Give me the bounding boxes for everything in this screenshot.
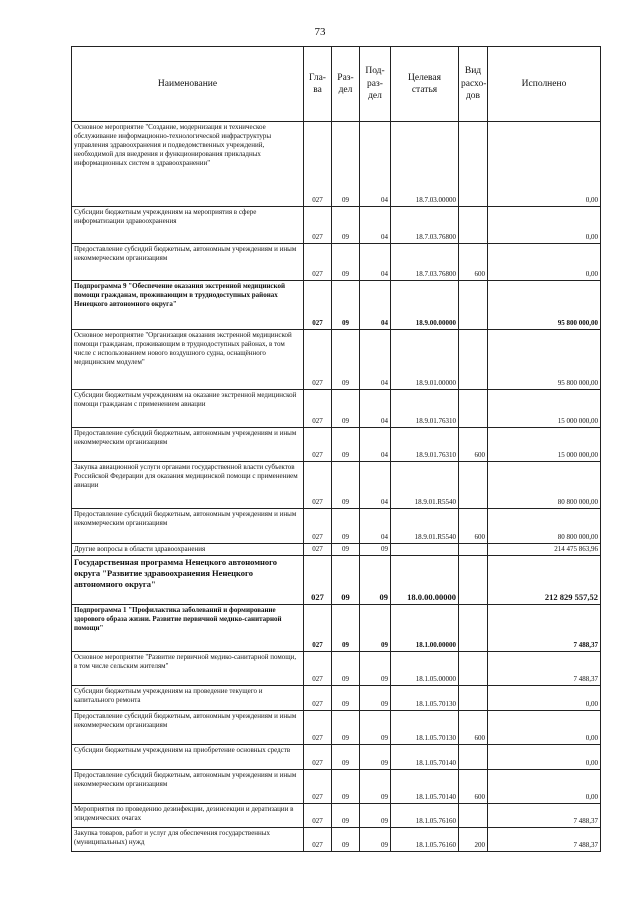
row-target: 18.7.03.00000 <box>391 122 459 207</box>
row-name: Мероприятия по проведению дезинфекции, дезинсекции и дератизации в эпидемических очагах <box>72 804 304 828</box>
row-target: 18.1.05.00000 <box>391 652 459 686</box>
row-vid: 600 <box>459 711 488 745</box>
row-podrazdel: 04 <box>360 244 391 281</box>
row-amount: 7 488,37 <box>488 828 601 852</box>
row-vid <box>459 122 488 207</box>
row-name: Субсидии бюджетным учреждениям на проведение текущего и капитального ремонта <box>72 686 304 711</box>
row-podrazdel: 04 <box>360 390 391 428</box>
row-podrazdel: 04 <box>360 281 391 330</box>
row-name: Другие вопросы в области здравоохранения <box>72 544 304 556</box>
row-name: Основное мероприятие "Организация оказания экстренной медицинской помощи гражданам, проживающим в труднодоступных районах, в том числе с использованием нового воздушного судна, оснащённого медицинским модулем" <box>72 330 304 390</box>
row-vid <box>459 390 488 428</box>
row-razdel: 09 <box>332 281 360 330</box>
row-razdel: 09 <box>332 556 360 605</box>
row-target: 18.9.01.R5540 <box>391 509 459 544</box>
page-number: 73 <box>314 26 326 38</box>
row-glava: 027 <box>304 652 332 686</box>
table-row <box>72 745 601 770</box>
header-target: Целевая статья <box>391 47 459 122</box>
row-name: Подпрограмма 9 "Обеспечение оказания экстренной медицинской помощи гражданам, проживающим в труднодоступных районах Ненецкого автономного округа" <box>72 281 304 330</box>
row-glava: 027 <box>304 770 332 804</box>
row-podrazdel: 09 <box>360 770 391 804</box>
header-razdel: Раз- дел <box>332 47 360 122</box>
row-razdel: 09 <box>332 652 360 686</box>
table-row <box>72 804 601 828</box>
row-target: 18.9.01.00000 <box>391 330 459 390</box>
row-amount: 0,00 <box>488 745 601 770</box>
row-amount: 0,00 <box>488 770 601 804</box>
table-row <box>72 428 601 462</box>
row-podrazdel: 09 <box>360 556 391 605</box>
row-target: 18.9.01.76310 <box>391 390 459 428</box>
row-amount: 0,00 <box>488 207 601 244</box>
row-podrazdel: 09 <box>360 652 391 686</box>
row-glava: 027 <box>304 390 332 428</box>
row-podrazdel: 04 <box>360 509 391 544</box>
row-amount: 80 800 000,00 <box>488 462 601 509</box>
row-podrazdel: 09 <box>360 711 391 745</box>
row-target: 18.7.03.76800 <box>391 207 459 244</box>
row-amount: 0,00 <box>488 244 601 281</box>
row-razdel: 09 <box>332 605 360 652</box>
row-razdel: 09 <box>332 207 360 244</box>
row-glava: 027 <box>304 122 332 207</box>
table-row <box>72 828 601 852</box>
row-podrazdel: 09 <box>360 544 391 556</box>
row-razdel: 09 <box>332 745 360 770</box>
row-glava: 027 <box>304 330 332 390</box>
row-amount: 7 488,37 <box>488 652 601 686</box>
row-vid: 200 <box>459 828 488 852</box>
row-name: Закупка авиационной услуги органами государственной власти субъектов Российской Федерации для оказания медицинской помощи с применением авиации <box>72 462 304 509</box>
row-glava: 027 <box>304 207 332 244</box>
row-vid <box>459 686 488 711</box>
row-target: 18.9.01.76310 <box>391 428 459 462</box>
table-row <box>72 544 601 556</box>
row-glava: 027 <box>304 605 332 652</box>
row-vid <box>459 544 488 556</box>
row-podrazdel: 04 <box>360 122 391 207</box>
row-name: Основное мероприятие "Создание, модернизация и техническое обслуживание информационно-технологической инфраструктуры управления здравоохранения и подведомственных учреждений, необходимой для внедрения и функционирования прикладных информационных систем в здравоохранении" <box>72 122 304 207</box>
table-row <box>72 770 601 804</box>
table-row <box>72 652 601 686</box>
row-vid <box>459 330 488 390</box>
row-razdel: 09 <box>332 770 360 804</box>
header-done: Исполнено <box>488 47 601 122</box>
row-target: 18.9.00.00000 <box>391 281 459 330</box>
row-target <box>391 544 459 556</box>
table-row <box>72 281 601 330</box>
row-name: Предоставление субсидий бюджетным, автономным учреждениям и иным некоммерческим организациям <box>72 711 304 745</box>
row-glava: 027 <box>304 686 332 711</box>
row-razdel: 09 <box>332 462 360 509</box>
row-razdel: 09 <box>332 390 360 428</box>
row-glava: 027 <box>304 711 332 745</box>
row-target: 18.7.03.76800 <box>391 244 459 281</box>
row-target: 18.1.05.70140 <box>391 770 459 804</box>
row-amount: 15 000 000,00 <box>488 390 601 428</box>
row-name: Государственная программа Ненецкого автономного округа "Развитие здравоохранения Ненецкого автономного округа" <box>72 556 304 605</box>
row-vid <box>459 556 488 605</box>
row-vid <box>459 281 488 330</box>
row-vid <box>459 207 488 244</box>
row-podrazdel: 04 <box>360 428 391 462</box>
row-razdel: 09 <box>332 122 360 207</box>
table-row <box>72 686 601 711</box>
row-glava: 027 <box>304 556 332 605</box>
row-podrazdel: 09 <box>360 828 391 852</box>
row-vid <box>459 745 488 770</box>
header-glava: Гла- ва <box>304 47 332 122</box>
row-amount: 7 488,37 <box>488 804 601 828</box>
table-row <box>72 605 601 652</box>
row-name: Основное мероприятие "Развитие первичной медико-санитарной помощи, в том числе сельским жителям" <box>72 652 304 686</box>
row-razdel: 09 <box>332 428 360 462</box>
row-vid <box>459 804 488 828</box>
row-target: 18.1.05.70130 <box>391 686 459 711</box>
row-razdel: 09 <box>332 330 360 390</box>
row-glava: 027 <box>304 244 332 281</box>
row-amount: 15 000 000,00 <box>488 428 601 462</box>
row-podrazdel: 04 <box>360 207 391 244</box>
row-podrazdel: 09 <box>360 804 391 828</box>
row-amount: 0,00 <box>488 122 601 207</box>
table-row <box>72 509 601 544</box>
row-glava: 027 <box>304 544 332 556</box>
row-target: 18.1.05.70140 <box>391 745 459 770</box>
row-amount: 95 800 000,00 <box>488 281 601 330</box>
row-name: Субсидии бюджетным учреждениям на приобретение основных средств <box>72 745 304 770</box>
row-name: Предоставление субсидий бюджетным, автономным учреждениям и иным некоммерческим организациям <box>72 428 304 462</box>
row-glava: 027 <box>304 745 332 770</box>
row-target: 18.1.00.00000 <box>391 605 459 652</box>
row-podrazdel: 09 <box>360 686 391 711</box>
row-podrazdel: 04 <box>360 462 391 509</box>
table-row <box>72 556 601 605</box>
row-name: Субсидии бюджетным учреждениям на мероприятия в сфере информатизации здравоохранения <box>72 207 304 244</box>
row-razdel: 09 <box>332 509 360 544</box>
row-amount: 212 829 557,52 <box>488 556 601 605</box>
row-name: Предоставление субсидий бюджетным, автономным учреждениям и иным некоммерческим организациям <box>72 244 304 281</box>
row-vid: 600 <box>459 770 488 804</box>
row-amount: 0,00 <box>488 711 601 745</box>
table-row <box>72 207 601 244</box>
budget-execution-table <box>71 46 601 852</box>
row-target: 18.1.05.70130 <box>391 711 459 745</box>
row-glava: 027 <box>304 281 332 330</box>
header-podrazdel: Под- раз- дел <box>360 47 391 122</box>
table-row <box>72 244 601 281</box>
row-vid <box>459 605 488 652</box>
row-vid: 600 <box>459 244 488 281</box>
row-target: 18.0.00.00000 <box>391 556 459 605</box>
row-amount: 95 800 000,00 <box>488 330 601 390</box>
row-amount: 214 475 863,96 <box>488 544 601 556</box>
row-amount: 80 800 000,00 <box>488 509 601 544</box>
table-row <box>72 462 601 509</box>
table-row <box>72 390 601 428</box>
row-razdel: 09 <box>332 804 360 828</box>
table-row <box>72 122 601 207</box>
row-amount: 7 488,37 <box>488 605 601 652</box>
row-amount: 0,00 <box>488 686 601 711</box>
row-vid: 600 <box>459 509 488 544</box>
row-name: Субсидии бюджетным учреждениям на оказание экстренной медицинской помощи гражданам с применением авиации <box>72 390 304 428</box>
row-razdel: 09 <box>332 686 360 711</box>
row-glava: 027 <box>304 428 332 462</box>
table-row <box>72 330 601 390</box>
row-name: Предоставление субсидий бюджетным, автономным учреждениям и иным некоммерческим организациям <box>72 770 304 804</box>
row-razdel: 09 <box>332 244 360 281</box>
row-name: Предоставление субсидий бюджетным, автономным учреждениям и иным некоммерческим организациям <box>72 509 304 544</box>
row-vid <box>459 652 488 686</box>
row-vid <box>459 462 488 509</box>
row-glava: 027 <box>304 828 332 852</box>
row-glava: 027 <box>304 462 332 509</box>
table-header-row <box>72 47 601 122</box>
row-target: 18.1.05.76160 <box>391 828 459 852</box>
row-name: Подпрограмма 1 "Профилактика заболеваний и формирование здорового образа жизни. Развитие первичной медико-санитарной помощи" <box>72 605 304 652</box>
row-podrazdel: 09 <box>360 745 391 770</box>
table-row <box>72 711 601 745</box>
row-name: Закупка товаров, работ и услуг для обеспечения государственных (муниципальных) нужд <box>72 828 304 852</box>
row-razdel: 09 <box>332 711 360 745</box>
row-glava: 027 <box>304 804 332 828</box>
row-glava: 027 <box>304 509 332 544</box>
row-target: 18.1.05.76160 <box>391 804 459 828</box>
row-vid: 600 <box>459 428 488 462</box>
row-razdel: 09 <box>332 544 360 556</box>
header-vid: Вид расхо- дов <box>459 47 488 122</box>
header-name: Наименование <box>72 47 304 122</box>
row-target: 18.9.01.R5540 <box>391 462 459 509</box>
row-podrazdel: 09 <box>360 605 391 652</box>
row-podrazdel: 04 <box>360 330 391 390</box>
row-razdel: 09 <box>332 828 360 852</box>
